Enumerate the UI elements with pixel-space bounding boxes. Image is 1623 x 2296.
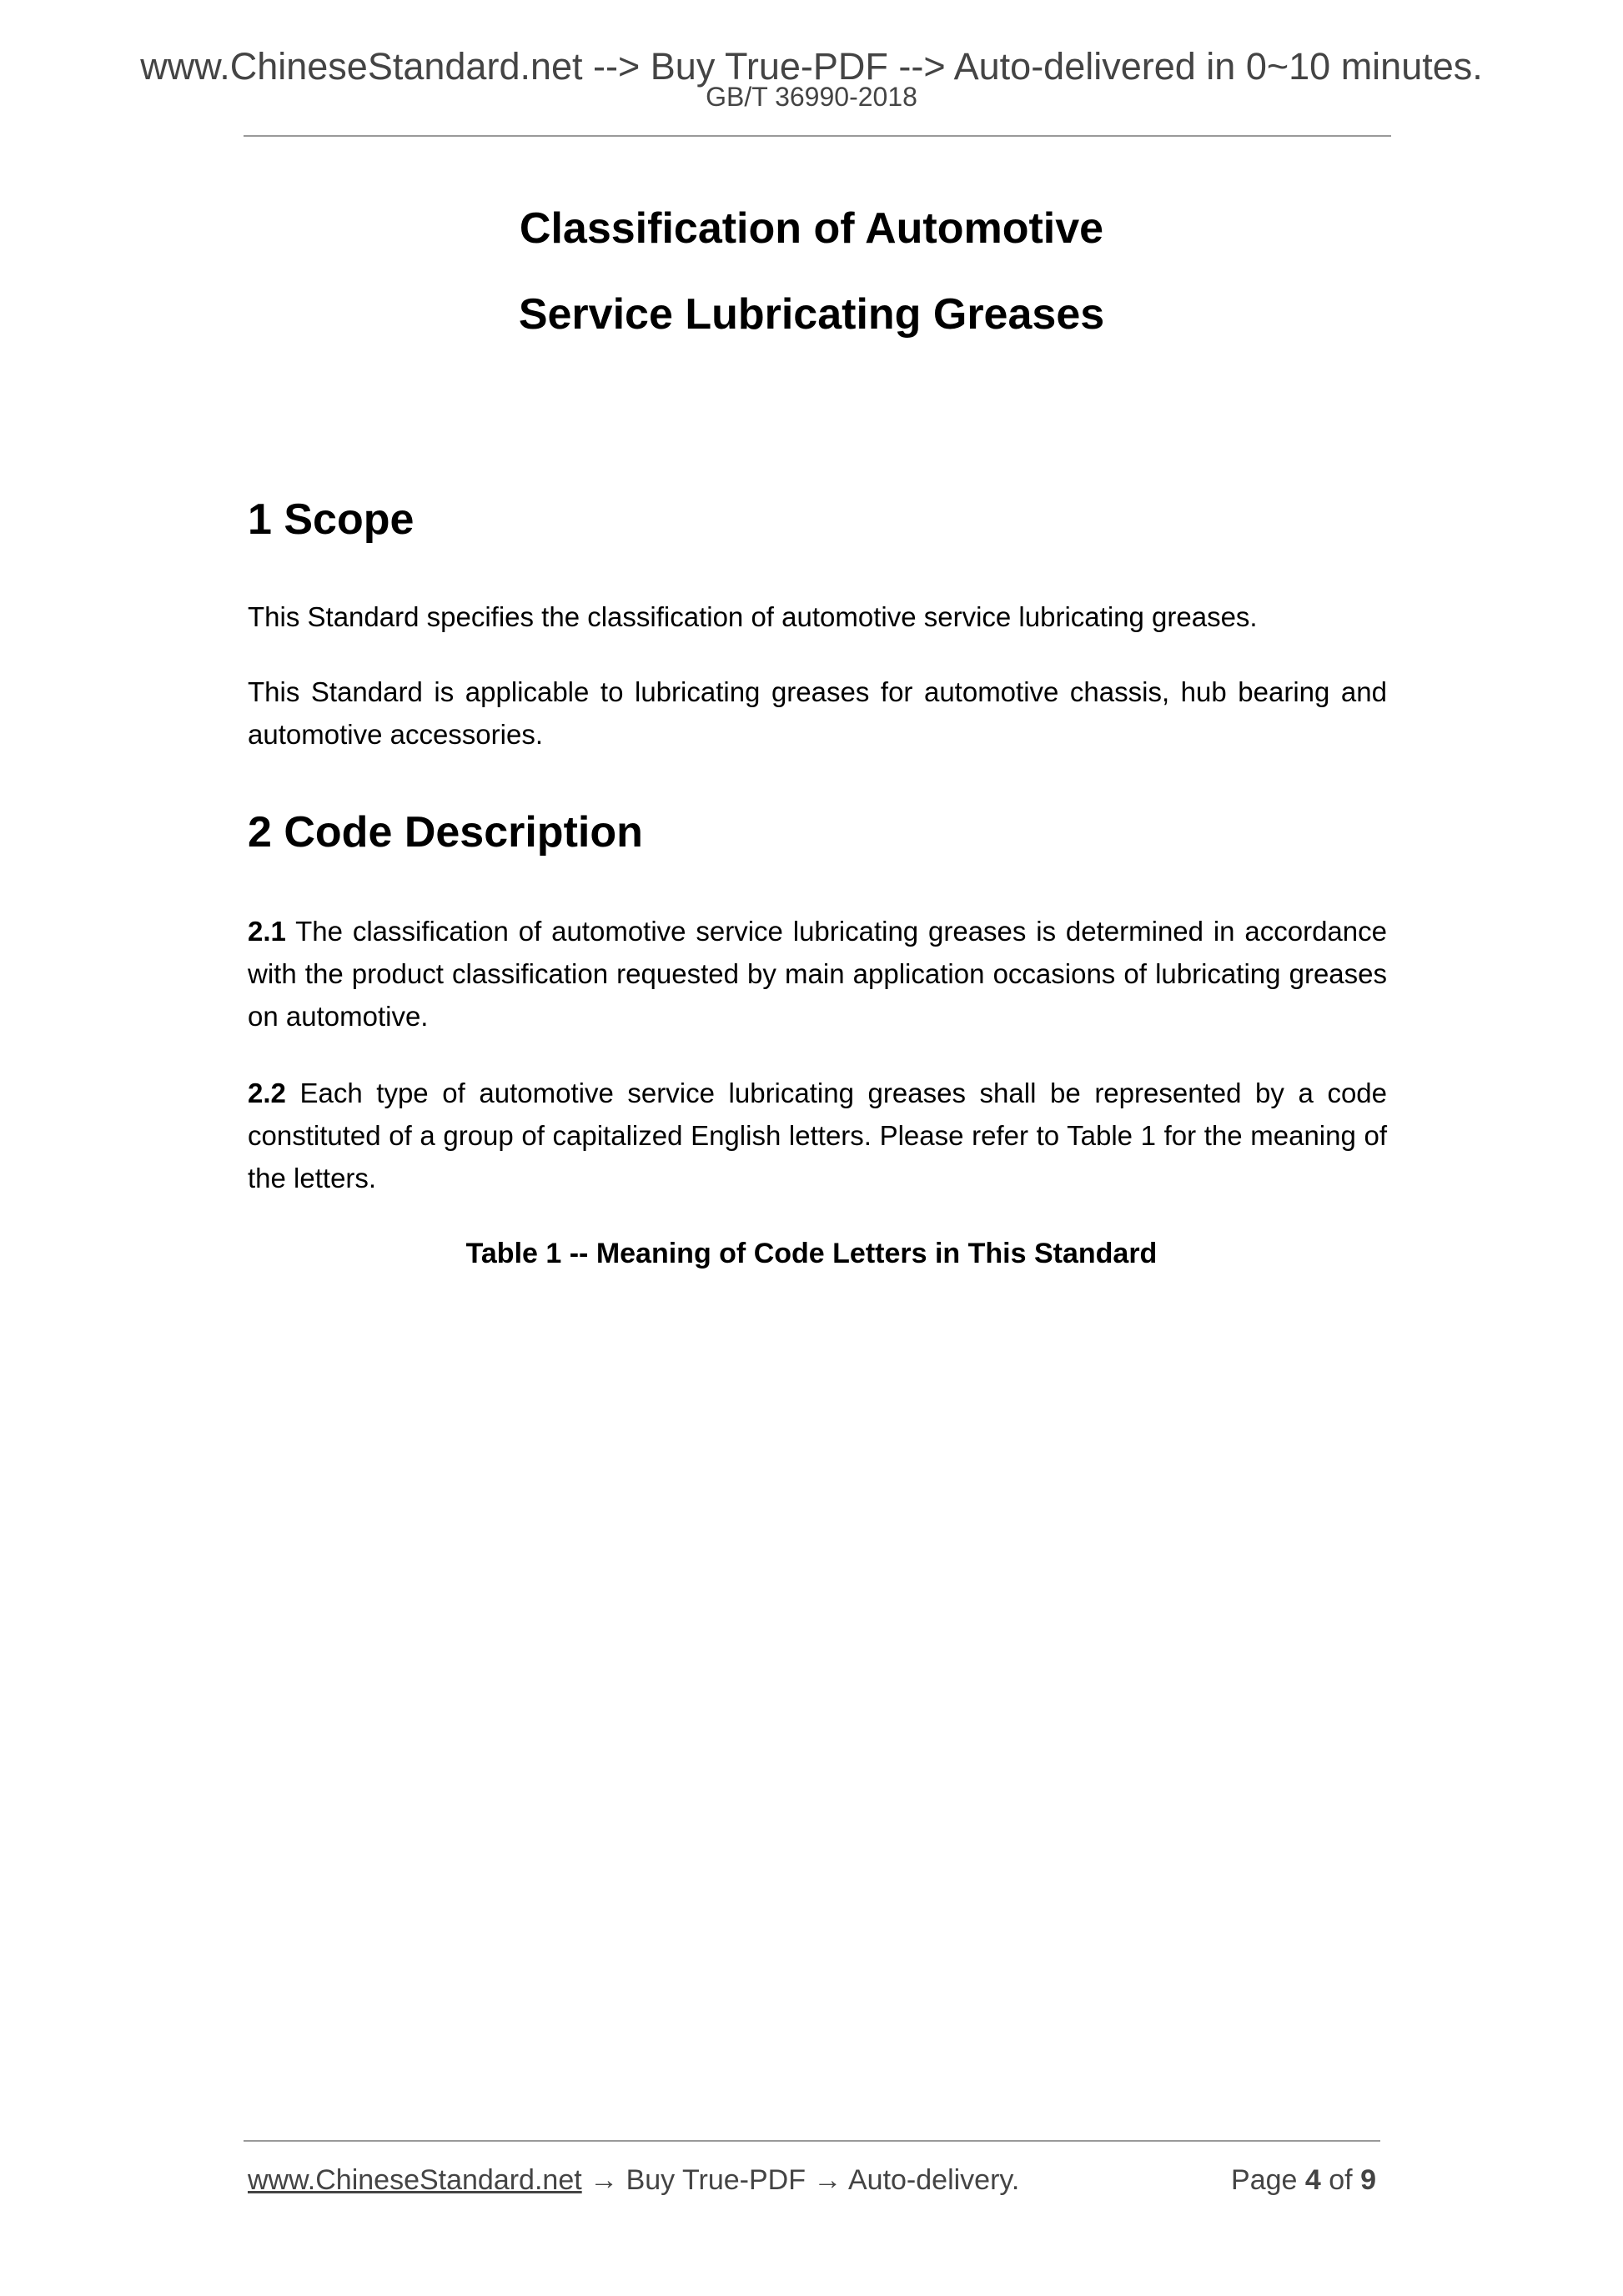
section-heading-scope: 1 Scope — [248, 495, 415, 544]
scope-paragraph-2: This Standard is applicable to lubricating greases for automotive chassis, hub bearing and automotive accessories. — [248, 676, 1387, 750]
clause-2-1 — [248, 910, 1387, 1037]
document-title-line2: Service Lubricating Greases — [518, 290, 1105, 339]
page-current: 4 — [1304, 2164, 1321, 2196]
clause-2-2 — [248, 1072, 1387, 1199]
scope-paragraph-1: This Standard specifies the classification of automotive service lubricating greases. — [248, 601, 1258, 632]
page-of: of — [1329, 2164, 1353, 2196]
table-caption: Table 1 -- Meaning of Code Letters in This Standard — [465, 1238, 1158, 1269]
clause-text: Each type of automotive service lubricating greases shall be represented by a code constituted of a group of capitalized English letters. Please refer to Table 1 for the meaning of the letters. — [248, 1078, 1387, 1193]
clause-number: 2.2 — [248, 1078, 286, 1108]
header-divider — [244, 135, 1391, 137]
document-title-line1: Classification of Automotive — [519, 204, 1104, 253]
footer-divider — [244, 2140, 1380, 2142]
page-indicator — [1231, 2162, 1376, 2198]
page-total: 9 — [1360, 2164, 1376, 2196]
standard-code: GB/T 36990-2018 — [706, 82, 917, 112]
footer-promo — [248, 2162, 1019, 2198]
page-label: Page — [1231, 2164, 1298, 2196]
section-heading-code-description: 2 Code Description — [248, 808, 643, 857]
footer-site-link[interactable]: www.ChineseStandard.net — [248, 2164, 582, 2196]
footer-promo-text: → Buy True-PDF → Auto-delivery. — [581, 2164, 1020, 2196]
header-banner: www.ChineseStandard.net --> Buy True-PDF --> Auto-delivered in 0~10 minutes. — [140, 45, 1483, 88]
clause-number: 2.1 — [248, 916, 286, 947]
clause-text: The classification of automotive service lubricating greases is determined in accordance with the product classification requested by main application occasions of lubricating greases on automotive. — [248, 916, 1387, 1032]
